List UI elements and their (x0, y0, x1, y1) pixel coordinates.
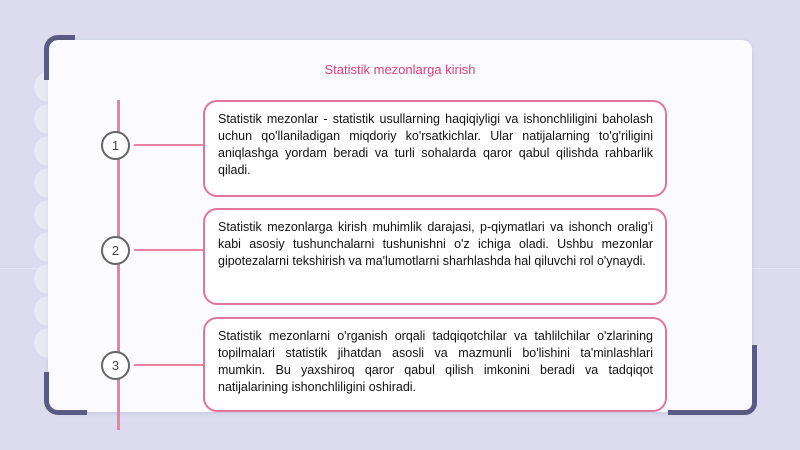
step-number-badge: 3 (101, 351, 130, 380)
step-number-badge: 1 (101, 131, 130, 160)
step-text-box: Statistik mezonlarga kirish muhimlik darajasi, p-qiymatlari va ishonch oralig'i kabi asosiy tushunchalarni tushunishni o'z ichiga oladi. Ushbu mezonlar gipotezalarni tekshirish va ma'lumotlarni sharhlashda hal qiluvchi rol o'ynaydi. (203, 208, 667, 305)
step-text-box: Statistik mezonlar - statistik usullarning haqiqiyligi va ishonchliligini baholash uchun qo'llaniladigan miqdoriy ko'rsatkichlar. Ular natijalarning to'g'riligini aniqlashga yordam beradi va turli sohalarda qaror qabul qilishda rahbarlik qiladi. (203, 100, 667, 197)
step-number-badge: 2 (101, 236, 130, 265)
corner-bracket-bottom-left (44, 372, 87, 415)
corner-bracket-bottom-right (668, 345, 757, 415)
step-text-box: Statistik mezonlarni o'rganish orqali tadqiqotchilar va tahlilchilar o'zlarining topilmalari statistik jihatdan asosli va mazmunli bo'lishini ta'minlashlari mumkin. Bu yaxshiroq qaror qabul qilish imkonini beradi va tadqiqot natijalarining ishonchliligini oshiradi. (203, 317, 667, 412)
slide-title: Statistik mezonlarga kirish (324, 62, 476, 77)
timeline-connector (134, 249, 204, 251)
timeline-connector (134, 144, 204, 146)
timeline-connector (134, 364, 204, 366)
